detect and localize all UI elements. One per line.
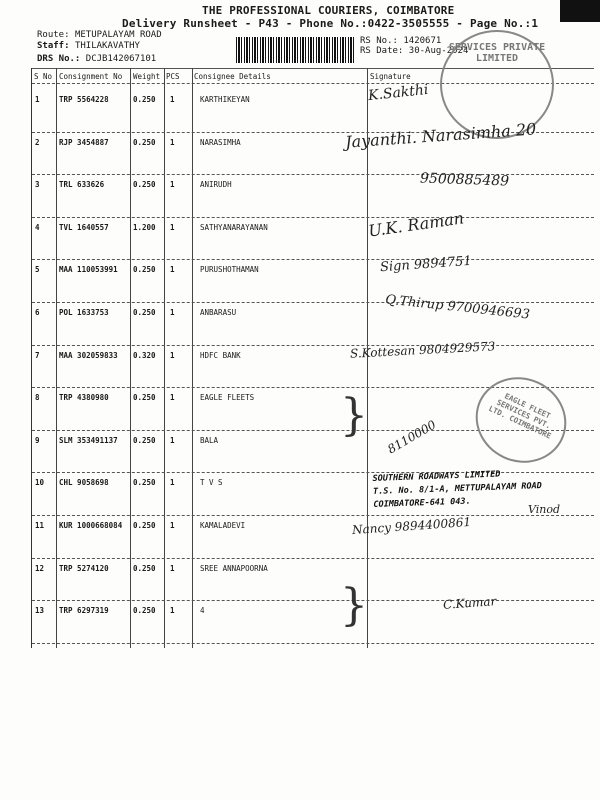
row-weight: 0.250 <box>133 180 156 190</box>
runsheet-table <box>31 68 594 648</box>
row-sno: 4 <box>35 222 40 232</box>
row-consignment-no: RJP 3454887 <box>59 137 109 147</box>
table-row <box>32 558 594 601</box>
row-pcs: 1 <box>170 180 175 190</box>
row-sno: 7 <box>35 350 40 360</box>
row-signature: Q.Thirup 9700946693 <box>384 292 531 323</box>
table-row <box>32 174 594 217</box>
row-consignment-no: KUR 1000668084 <box>59 521 123 530</box>
row-weight: 1.200 <box>133 222 156 232</box>
row-consignment-no: CHL 9058698 <box>59 478 109 488</box>
row-pcs: 1 <box>170 563 175 573</box>
row-weight: 0.250 <box>133 265 156 275</box>
row-consignment-no: TRP 5274120 <box>59 563 109 573</box>
row-consignee: PURUSHOTHAMAN <box>200 265 259 275</box>
row-pcs: 1 <box>170 350 175 360</box>
route-line <box>37 30 162 40</box>
row-consignee: ANIRUDH <box>200 180 232 190</box>
row-signature: U.K. Raman <box>367 208 466 241</box>
row-sno: 6 <box>35 308 40 317</box>
table-row <box>32 600 594 643</box>
row-consignment-no: TRP 6297319 <box>59 606 109 616</box>
row-weight: 0.250 <box>133 393 156 403</box>
eagle-fleet-stamp: EAGLE FLEET SERVICES PVT. LTD. COIMBATORE <box>462 362 581 477</box>
bracket-mark-2: } <box>340 580 368 631</box>
col-header-pcs: PCS <box>166 72 180 81</box>
row-weight: 0.250 <box>133 521 156 530</box>
col-header-weight: Weight <box>133 72 161 81</box>
row-consignee: ANBARASU <box>200 308 237 317</box>
bracket-mark-1: } <box>340 390 368 441</box>
route-label: Route: <box>37 30 70 40</box>
row-pcs: 1 <box>170 521 175 530</box>
row-sno: 12 <box>35 563 45 573</box>
table-row <box>32 217 594 260</box>
staff-label: Staff: <box>37 41 70 51</box>
row-weight: 0.250 <box>133 308 156 317</box>
row-sno: 3 <box>35 180 40 190</box>
row-consignment-no: MAA 302059833 <box>59 350 118 360</box>
row-consignee: KARTHIKEYAN <box>200 95 250 104</box>
drs-value: DCJB142067101 <box>85 54 157 64</box>
row-consignee: 4 <box>200 606 205 616</box>
staff-line <box>37 41 140 51</box>
row-pcs: 1 <box>170 222 175 232</box>
southern-roadways-signature: Vinod <box>528 503 561 516</box>
row-signature: Jayanthi. Narasimha 20 <box>344 118 537 152</box>
row-consignee: SREE ANNAPOORNA <box>200 563 268 573</box>
row-pcs: 1 <box>170 606 175 616</box>
row-signature: 9500885489 <box>419 170 510 190</box>
col-header-consignment: Consignment No <box>59 72 123 81</box>
courier-company-stamp: SERVICES PRIVATE LIMITED <box>440 30 554 139</box>
southern-roadways-stamp: SOUTHERN ROADWAYS LIMITED T.S. No. 8/1-A, METTUPALAYAM ROAD COIMBATORE-641 043. <box>372 469 542 510</box>
scan-corner-mark <box>560 0 600 22</box>
drs-label: DRS No.: <box>37 54 81 64</box>
row-signature: 8110000 <box>385 417 439 457</box>
route-value: METUPALAYAM ROAD <box>74 30 162 40</box>
table-row <box>32 259 594 302</box>
row-sno: 2 <box>35 137 40 147</box>
row-sno: 9 <box>35 435 40 445</box>
row-weight: 0.250 <box>133 563 156 573</box>
drs-line <box>37 54 156 64</box>
row-consignment-no: POL 1633753 <box>59 308 109 317</box>
rs-no-line <box>360 36 441 46</box>
barcode <box>236 37 354 63</box>
row-weight: 0.250 <box>133 606 156 616</box>
row-consignment-no: TRP 4380980 <box>59 393 109 403</box>
row-consignee: SATHYANARAYANAN <box>200 222 268 232</box>
row-weight: 0.320 <box>133 350 156 360</box>
table-row <box>32 515 594 558</box>
row-signature: S.Kottesan 9804929573 <box>349 338 496 361</box>
row-consignee: HDFC BANK <box>200 350 241 360</box>
row-pcs: 1 <box>170 435 175 445</box>
row-sno: 8 <box>35 393 40 403</box>
row-consignment-no: MAA 110053991 <box>59 265 118 275</box>
row-consignee: T V S <box>200 478 223 488</box>
row-signature: Sign 9894751 <box>379 254 473 276</box>
row-signature: Nancy 9894400861 <box>351 514 472 538</box>
row-consignee: NARASIMHA <box>200 137 241 147</box>
row-consignment-no: TVL 1640557 <box>59 222 109 232</box>
row-sno: 13 <box>35 606 45 616</box>
col-header-consignee: Consignee Details <box>194 72 271 81</box>
row-sno: 10 <box>35 478 45 488</box>
rs-date-label: RS Date: <box>360 46 404 56</box>
row-pcs: 1 <box>170 265 175 275</box>
row-pcs: 1 <box>170 137 175 147</box>
row-sno: 5 <box>35 265 40 275</box>
row-consignee: EAGLE FLEETS <box>200 393 255 403</box>
rs-no-value: 1420671 <box>403 36 442 46</box>
row-pcs: 1 <box>170 308 175 317</box>
row-weight: 0.250 <box>133 435 156 445</box>
row-pcs: 1 <box>170 95 175 104</box>
staff-value: THILAKAVATHY <box>74 41 140 51</box>
row-weight: 0.250 <box>133 478 156 488</box>
row-consignment-no: TRL 633626 <box>59 180 105 190</box>
document-subtitle: Delivery Runsheet - P43 - Phone No.:0422-3505555 - Page No.:1 <box>122 17 539 30</box>
rs-date-value: 30-Aug-2024 <box>408 46 469 56</box>
row-consignee: KAMALADEVI <box>200 521 246 530</box>
row-signature: C.Kumar <box>442 594 497 613</box>
row-sno: 11 <box>35 521 45 530</box>
rs-no-label: RS No.: <box>360 36 398 46</box>
row-consignee: BALA <box>200 435 219 445</box>
row-pcs: 1 <box>170 393 175 403</box>
row-weight: 0.250 <box>133 95 156 104</box>
col-header-sno: S No <box>34 72 53 81</box>
row-sno: 1 <box>35 95 40 104</box>
row-consignment-no: SLM 353491137 <box>59 435 118 445</box>
row-pcs: 1 <box>170 478 175 488</box>
document-title: THE PROFESSIONAL COURIERS, COIMBATORE <box>202 4 455 17</box>
col-header-signature: Signature <box>370 72 411 81</box>
row-signature: K.Sakthi <box>367 81 430 105</box>
row-consignment-no: TRP 5564228 <box>59 95 109 104</box>
row-weight: 0.250 <box>133 137 156 147</box>
